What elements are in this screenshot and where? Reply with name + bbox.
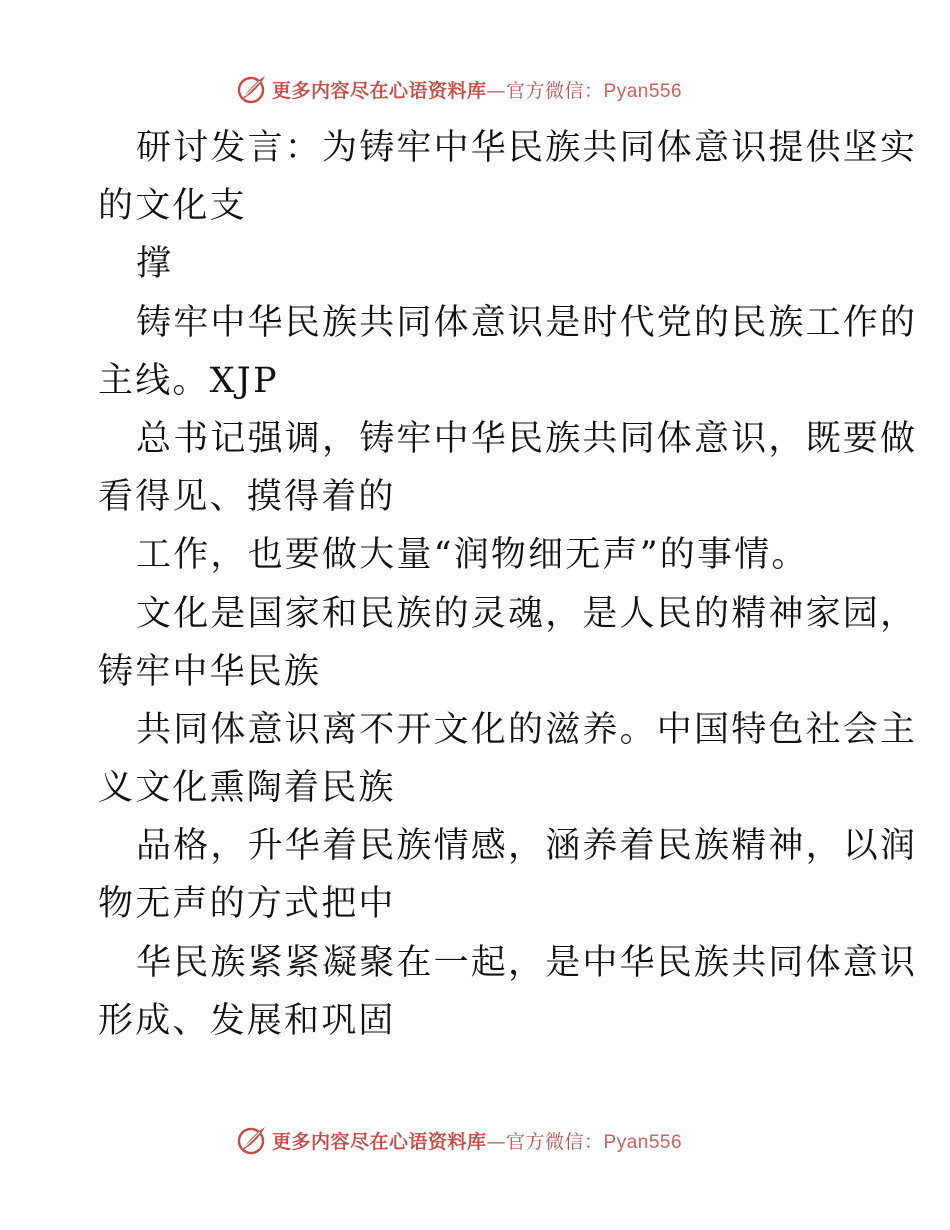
body-line: 工作，也要做大量“润物细无声”的事情。 xyxy=(136,535,809,576)
watermark-handle: Pyan556 xyxy=(603,80,683,102)
watermark-contact: 官方微信： xyxy=(506,79,604,102)
watermark-text xyxy=(272,1127,682,1154)
body-line: 铸牢中华民族 xyxy=(98,651,322,692)
body-line: 品格，升华着民族情感，涵养着民族精神，以润 xyxy=(136,826,918,867)
watermark-contact: 官方微信： xyxy=(506,1130,604,1153)
body-line: 华民族紧紧凝聚在一起，是中华民族共同体意识 xyxy=(136,942,918,983)
body-line: 看得见、摸得着的 xyxy=(98,477,396,518)
watermark-handle: Pyan556 xyxy=(603,1131,683,1153)
feather-quill-logo-icon xyxy=(236,1124,268,1156)
body-line: 形成、发展和巩固 xyxy=(98,1000,396,1041)
body-line: 研讨发言：为铸牢中华民族共同体意识提供坚实 xyxy=(136,128,918,168)
watermark-separator: — xyxy=(486,79,507,102)
body-line: 铸牢中华民族共同体意识是时代党的民族工作的 xyxy=(136,302,918,343)
body-line: 物无声的方式把中 xyxy=(98,884,396,925)
body-line: 的文化支 xyxy=(98,186,247,227)
header-watermark xyxy=(236,72,682,106)
watermark-brand: 更多内容尽在心语资料库 xyxy=(272,1130,487,1153)
body-line: 共同体意识离不开文化的滋养。中国特色社会主 xyxy=(136,709,918,750)
feather-quill-logo-icon xyxy=(236,73,268,105)
body-line: 撑 xyxy=(136,244,174,285)
body-line: 主线。XJP xyxy=(98,360,279,401)
watermark-text xyxy=(272,76,682,103)
body-line: 文化是国家和民族的灵魂，是人民的精神家园， xyxy=(136,593,918,634)
watermark-brand: 更多内容尽在心语资料库 xyxy=(272,79,487,102)
body-line: 总书记强调，铸牢中华民族共同体意识，既要做 xyxy=(136,418,918,459)
document-body xyxy=(98,119,918,1050)
body-line: 义文化熏陶着民族 xyxy=(98,768,396,809)
footer-watermark xyxy=(236,1123,682,1157)
watermark-separator: — xyxy=(486,1130,507,1153)
